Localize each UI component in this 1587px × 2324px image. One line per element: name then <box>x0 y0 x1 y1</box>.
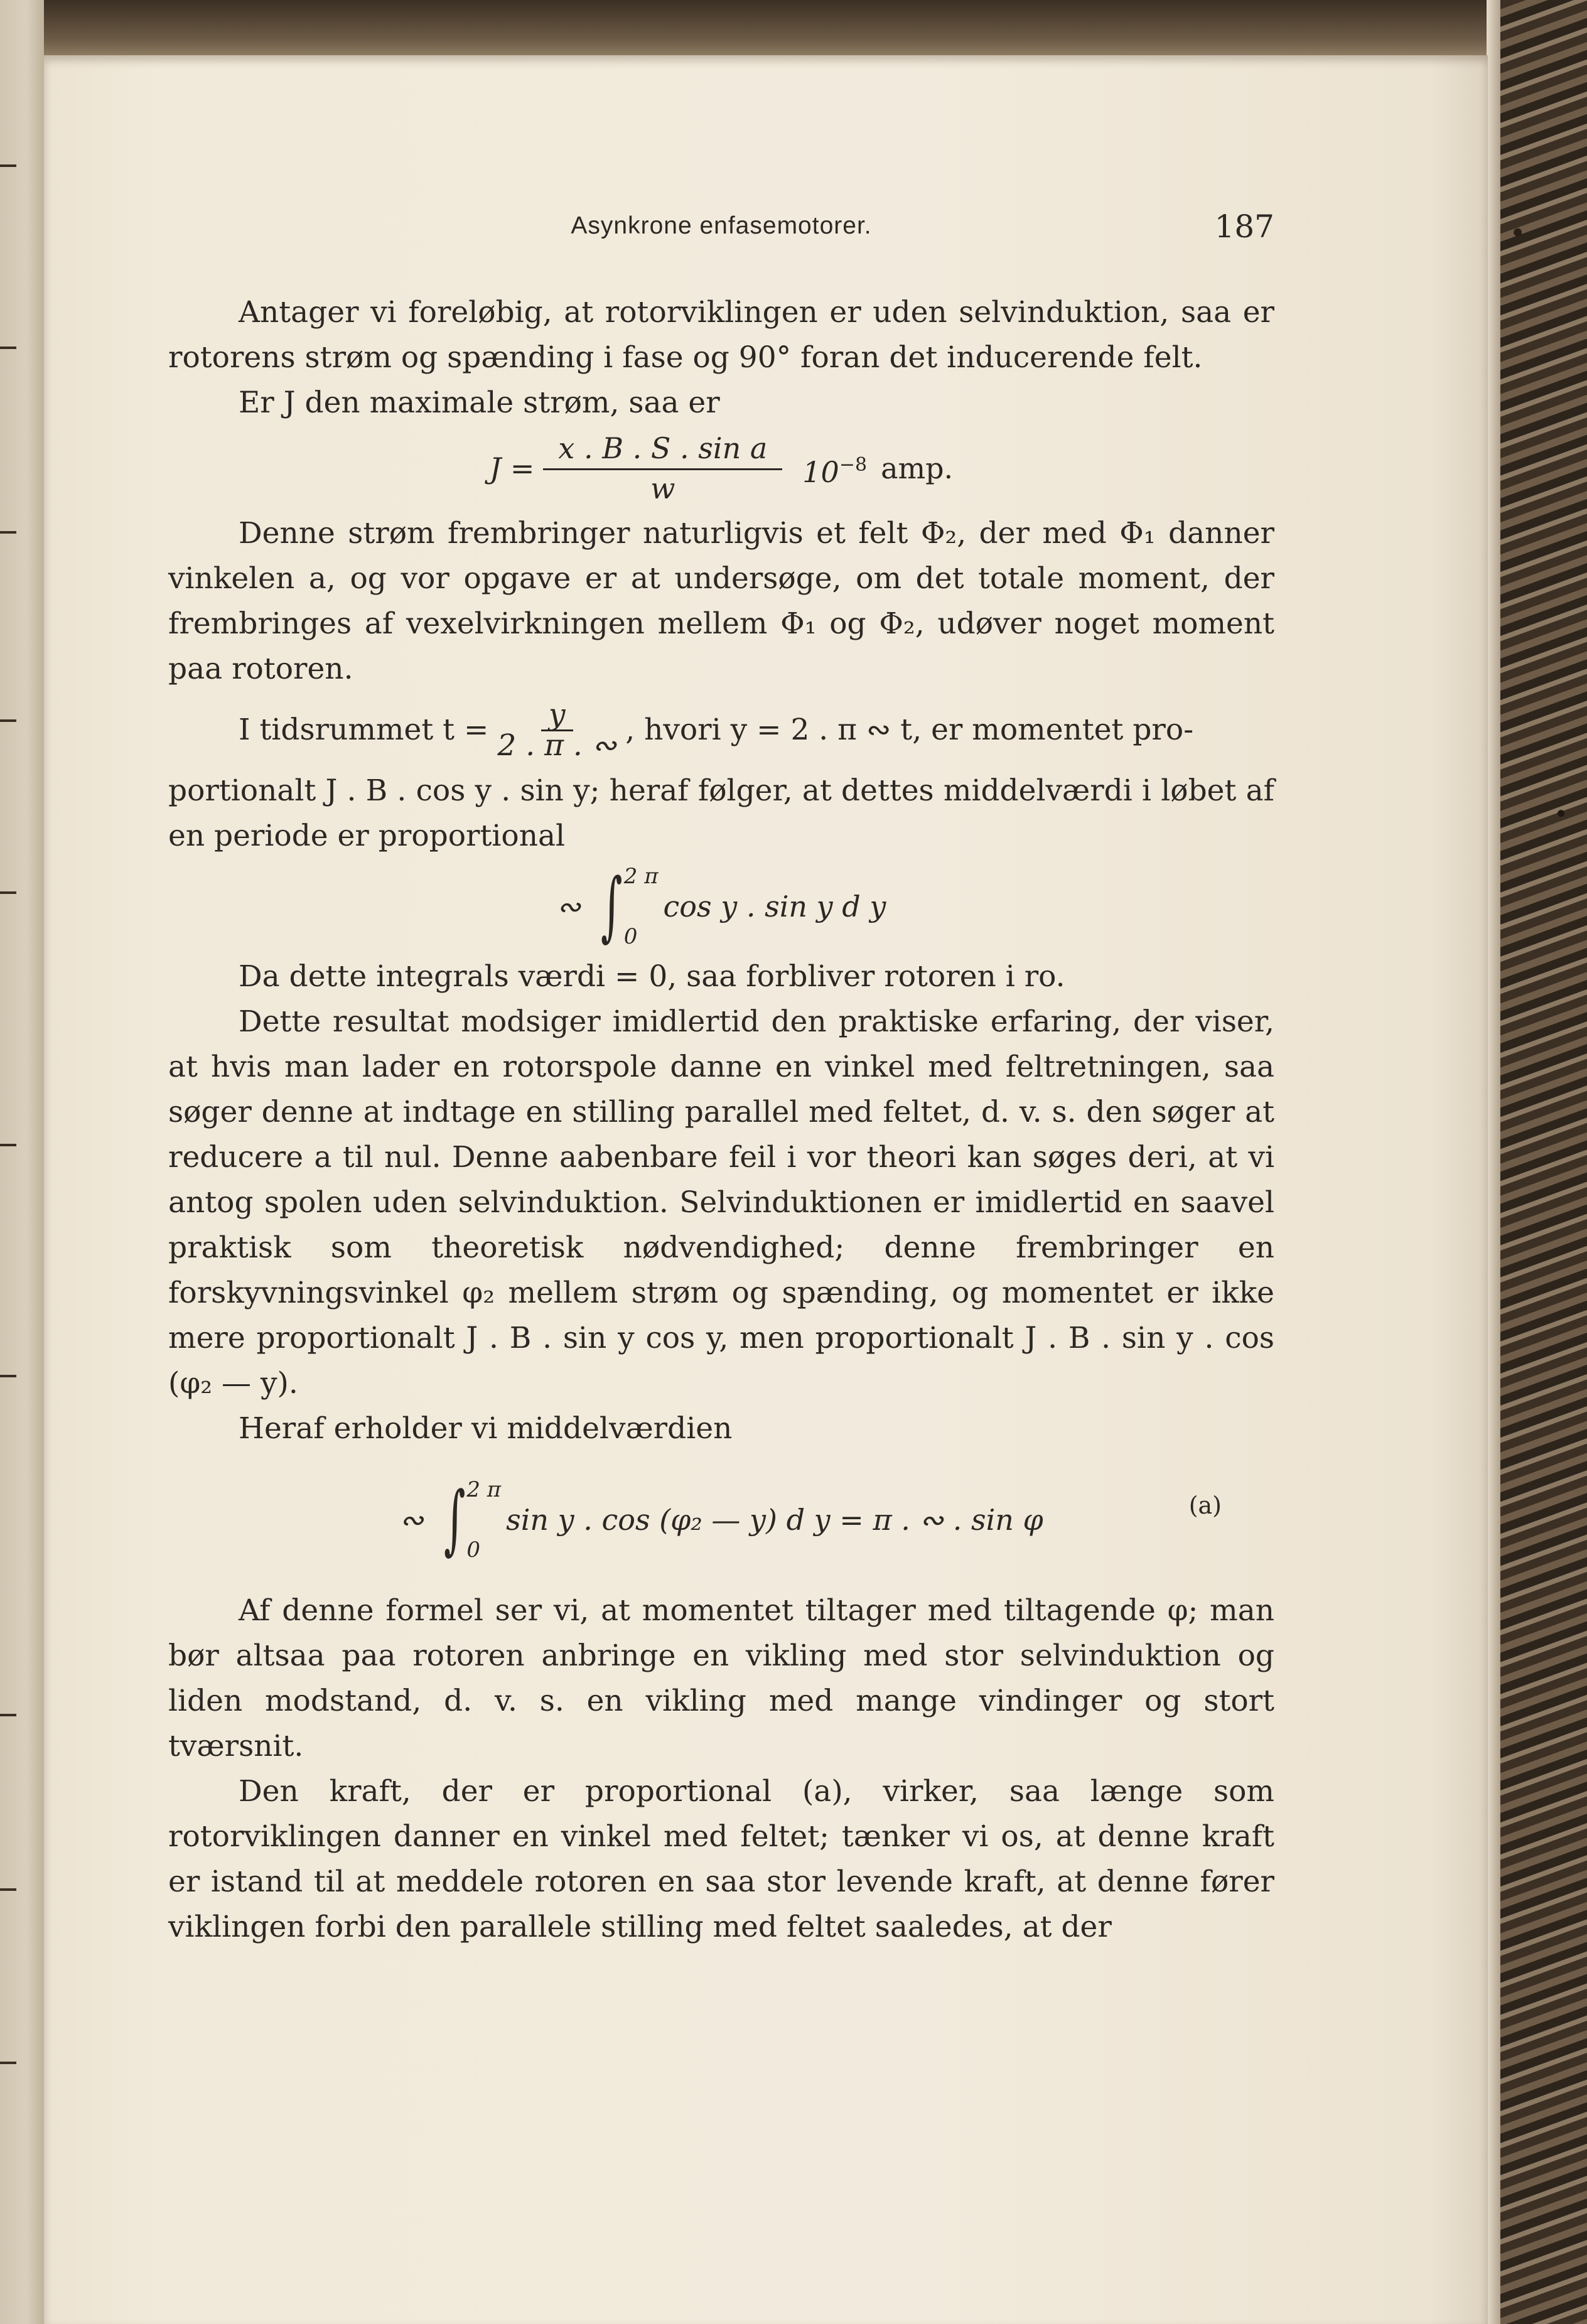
paragraph-5: Da dette integrals værdi = 0, saa forbliver rotoren i ro. <box>239 959 1065 994</box>
margin-tab <box>0 531 16 534</box>
margin-tab <box>0 164 16 167</box>
integral-limits <box>624 866 659 947</box>
inline-fraction-denominator: 2 . π . ∾ <box>497 728 617 763</box>
power-of-ten <box>802 443 867 495</box>
margin-tab <box>0 1144 16 1146</box>
page-header <box>168 208 1274 256</box>
integral-lower-limit: 0 <box>623 924 638 949</box>
paragraph-7: Heraf erholder vi middelværdien <box>239 1411 733 1446</box>
integral-upper-limit: 2 π <box>623 864 659 889</box>
book-top-edge <box>0 0 1587 56</box>
paragraph-4-start: I tidsrummet t = <box>239 713 489 747</box>
integrand: cos y . sin y d y <box>663 890 886 923</box>
integral-lower-limit: 0 <box>466 1537 480 1563</box>
integral-limits <box>466 1479 501 1561</box>
fraction-numerator: x . B . S . sin a <box>543 431 782 470</box>
equation-integral-a <box>168 1451 1274 1588</box>
integral-upper-limit: 2 π <box>466 1477 502 1502</box>
paragraph-4-continued: portionalt J . B . cos y . sin y; heraf følger, at dettes middelværdi i løbet af en periode er proportional <box>168 773 1274 853</box>
margin-tab <box>0 891 16 894</box>
proportional-sign: ∾ <box>399 1503 424 1537</box>
margin-tab <box>0 1375 16 1377</box>
marbled-book-cover <box>1500 0 1587 2324</box>
page-body <box>168 290 1274 1950</box>
proportional-sign: ∾ <box>556 890 581 923</box>
fraction-denominator: w <box>650 471 675 505</box>
paragraph-8: Af denne formel ser vi, at momentet tiltager med tiltagende φ; man bør altsaa paa rotoren anbringe en vikling med stor selvinduktion og liden modstand, d. v. s. en vikling med mange vindinger og stort tværsnit. <box>168 1593 1274 1763</box>
running-title: Asynkrone enfasemotorer. <box>571 212 872 239</box>
paragraph-1: Antager vi foreløbig, at rotorviklingen er uden selvinduktion, saa er rotorens strøm og spænding i fase og 90° foran det inducerende felt. <box>168 295 1274 375</box>
paragraph-6: Dette resultat modsiger imidlertid den praktiske erfaring, der viser, at hvis man lader en rotorspole danne en vinkel med feltretningen, saa søger denne at indtage en stilling parallel med feltet, d. v. s. den søger at reducere a til nul. Denne aabenbare feil i vor theori kan søges deri, at vi antog spolen uden selvinduktion. Selvinduktionen er imidlertid en saavel praktisk som theoretisk nødvendighed; denne frembringer en forskyvningsvinkel φ₂ mellem strøm og spænding, og momentet er ikke mere proportionalt J . B . sin y cos y, men proportionalt J . B . sin y . cos (φ₂ — y). <box>168 1004 1274 1401</box>
equation-current <box>168 426 1274 511</box>
integrand: sin y . cos (φ₂ — y) d y = π . ∾ . sin φ <box>506 1503 1043 1537</box>
inline-fraction-numerator: y <box>541 701 573 731</box>
power-base: 10 <box>802 455 839 489</box>
margin-tab <box>0 1888 16 1891</box>
unit-label: amp. <box>881 451 954 485</box>
paragraph-4-line <box>168 692 1274 768</box>
margin-tab <box>0 2062 16 2064</box>
integral-sign: ∫ <box>443 1476 466 1563</box>
paragraph-9: Den kraft, der er proportional (a), virker, saa længe som rotorviklingen danner en vinkel med feltet; tænker vi os, at denne kraft er istand til at meddele rotoren en saa stor levende kraft, at denne fører viklingen forbi den parallele stilling med feltet saaledes, at der <box>168 1774 1274 1944</box>
equation-lhs: J = <box>489 451 535 485</box>
equation-integral-zero <box>168 859 1274 954</box>
margin-tab <box>0 719 16 722</box>
equation-fraction <box>543 431 782 507</box>
margin-tab <box>0 1714 16 1716</box>
paragraph-4-end: , hvori y = 2 . π ∾ t, er momentet pro- <box>625 713 1194 747</box>
equation-label: (a) <box>1188 1492 1222 1519</box>
integral-sign: ∫ <box>601 863 623 950</box>
power-exponent: −8 <box>839 453 868 476</box>
page-number: 187 <box>1214 208 1274 245</box>
inline-fraction <box>497 697 617 763</box>
paragraph-3: Denne strøm frembringer naturligvis et felt Φ₂, der med Φ₁ danner vinkelen a, og vor opgave er at undersøge, om det totale moment, der frembringes af vexelvirkningen mellem Φ₁ og Φ₂, udøver noget moment paa rotoren. <box>168 516 1274 686</box>
margin-tab <box>0 347 16 349</box>
paragraph-2: Er J den maximale strøm, saa er <box>239 385 720 420</box>
